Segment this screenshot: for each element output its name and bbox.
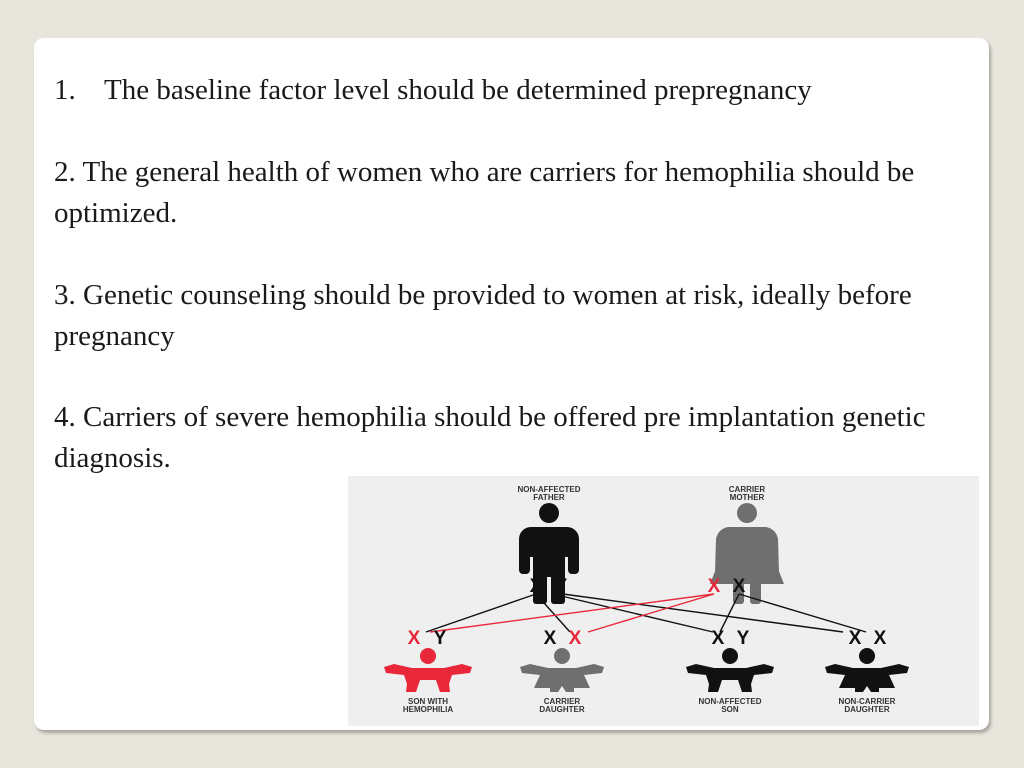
child-3-chromosome-y: Y — [736, 628, 750, 649]
father-label-line1: NON-AFFECTED — [517, 485, 581, 494]
carrier-daughter-icon — [520, 648, 604, 692]
child-3-label-line2: SON — [721, 705, 739, 714]
child-2-chromosome-x: X — [543, 628, 557, 649]
child-1-chromosome-x: X — [407, 628, 421, 649]
point-4: 4. Carriers of severe hemophilia should be offered pre implantation genetic diagnosis. — [54, 401, 926, 474]
inheritance-lines — [426, 594, 866, 632]
father-icon — [519, 503, 579, 604]
inheritance-diagram — [348, 476, 979, 726]
child-3-chromosome-x: X — [711, 628, 725, 649]
father-chromosome-y: Y — [554, 576, 568, 597]
child-2-chromosome-x-affected: X — [568, 628, 582, 649]
child-1-chromosome-y: Y — [433, 628, 447, 649]
child-3-label-line1: NON-AFFECTED — [698, 697, 762, 706]
non-affected-son-icon — [686, 648, 774, 692]
mother-chromosome-x-affected: X — [707, 576, 721, 597]
mother-chromosome-x: X — [732, 576, 746, 597]
point-1-text: The baseline factor level should be determined prepregnancy — [104, 74, 812, 106]
point-1-number: 1. — [54, 74, 76, 106]
father-label-line2: FATHER — [533, 493, 565, 502]
mother-label-line1: CARRIER — [728, 485, 766, 494]
father-chromosome-x: X — [529, 576, 543, 597]
child-2-label-line2: DAUGHTER — [539, 705, 585, 714]
non-carrier-daughter-icon — [825, 648, 909, 692]
child-4-chromosome-x: X — [848, 628, 862, 649]
point-3: 3. Genetic counseling should be provided to women at risk, ideally before pregnancy — [54, 279, 912, 352]
son-with-hemophilia-icon — [384, 648, 472, 692]
mother-label-line2: MOTHER — [729, 493, 765, 502]
child-1-label-line2: HEMOPHILIA — [402, 705, 454, 714]
child-4-label-line1: NON-CARRIER — [838, 697, 896, 706]
child-2-label-line1: CARRIER — [543, 697, 581, 706]
point-1 — [54, 70, 812, 111]
mother-icon — [707, 503, 784, 604]
child-4-label-line2: DAUGHTER — [844, 705, 890, 714]
child-1-label-line1: SON WITH — [408, 697, 448, 706]
point-2: 2. The general health of women who are carriers for hemophilia should be optimized. — [54, 156, 915, 229]
child-4-chromosome-x-second: X — [873, 628, 887, 649]
